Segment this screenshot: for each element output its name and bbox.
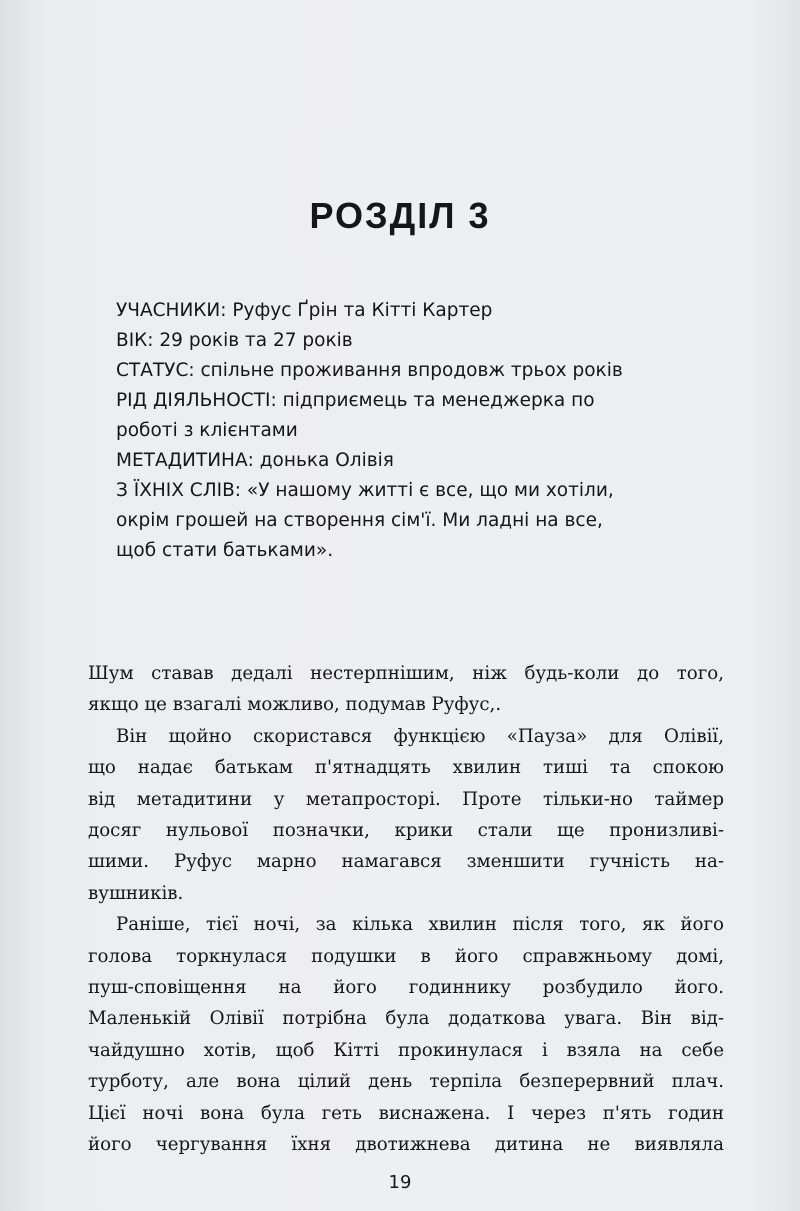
body-line: турботу, але вона цілий день терпіла безперервний плач. [88,1071,724,1093]
meta-status [116,356,756,386]
meta-occupation-key: РІД ДІЯЛЬНОСТІ: [116,390,277,411]
meta-quote-value-line1: «У нашому житті є все, що ми хотіли, [246,480,614,501]
body-line: що надає батькам п'ятнадцять хвилин тиші та спокою [88,757,724,779]
meta-participants-key: УЧАСНИКИ: [116,300,227,321]
meta-occupation-value-line2: роботі з клієнтами [116,420,298,441]
body-line: пуш-сповіщення на його годиннику розбудило його. [88,977,724,999]
meta-metachild [116,446,756,476]
meta-metachild-value: донька Олівія [259,450,394,471]
meta-occupation-value-line1: підприємець та менеджерка по [282,390,595,411]
chapter-metadata [116,296,756,566]
meta-age [116,326,756,356]
meta-age-key: ВІК: [116,330,154,351]
meta-occupation-continued [116,416,756,446]
meta-quote [116,476,756,506]
body-line: вушників. [88,882,184,904]
body-line: шими. Руфус марно намагався зменшити гучність на- [88,851,724,873]
meta-quote-value-line3: щоб стати батьками». [116,540,334,561]
body-line: голова торкнулася подушки в його справжньому домі, [88,945,724,967]
meta-quote-continued-1 [116,506,756,536]
meta-quote-key: З ЇХНІХ СЛІВ: [116,480,242,501]
body-line: Він щойно скористався функцією «Пауза» для Олівії, [116,725,724,747]
page-number: 19 [388,1172,412,1193]
body-line: його чергування їхня двотижнева дитина не виявляла [88,1134,724,1156]
body-line: Шум ставав дедалі нестерпнішим, ніж будь-коли до того, [88,663,724,684]
chapter-title: РОЗДІЛ 3 [309,195,491,236]
meta-quote-continued-2 [116,536,756,566]
body-line: Маленькій Олівії потрібна була додаткова увага. Він від- [88,1008,724,1030]
meta-occupation [116,386,756,416]
body-line: якщо це взагалі можливо, подумав Руфус,. [88,694,502,716]
chapter-body-text [88,658,724,1161]
meta-status-value: спільне проживання впродовж трьох років [200,360,623,381]
meta-age-value: 29 років та 27 років [159,330,353,351]
meta-participants-value: Руфус Ґрін та Кітті Картер [232,300,493,321]
body-line: досяг нульової позначки, крики стали ще пронизливі- [88,820,724,842]
body-line: від метадитини у метапросторі. Проте тільки-но таймер [88,788,724,810]
body-line: чайдушно хотів, щоб Кітті прокинулася і взяла на себе [88,1039,724,1061]
meta-status-key: СТАТУС: [116,360,195,381]
meta-metachild-key: МЕТАДИТИНА: [116,450,254,471]
meta-participants [116,296,756,326]
body-line: Цієї ночі вона була геть виснажена. І через п'ять годин [88,1102,724,1124]
body-line: Раніше, тієї ночі, за кілька хвилин після того, як його [116,914,724,936]
meta-quote-value-line2: окрім грошей на створення сім'ї. Ми ладні на все, [116,510,603,531]
